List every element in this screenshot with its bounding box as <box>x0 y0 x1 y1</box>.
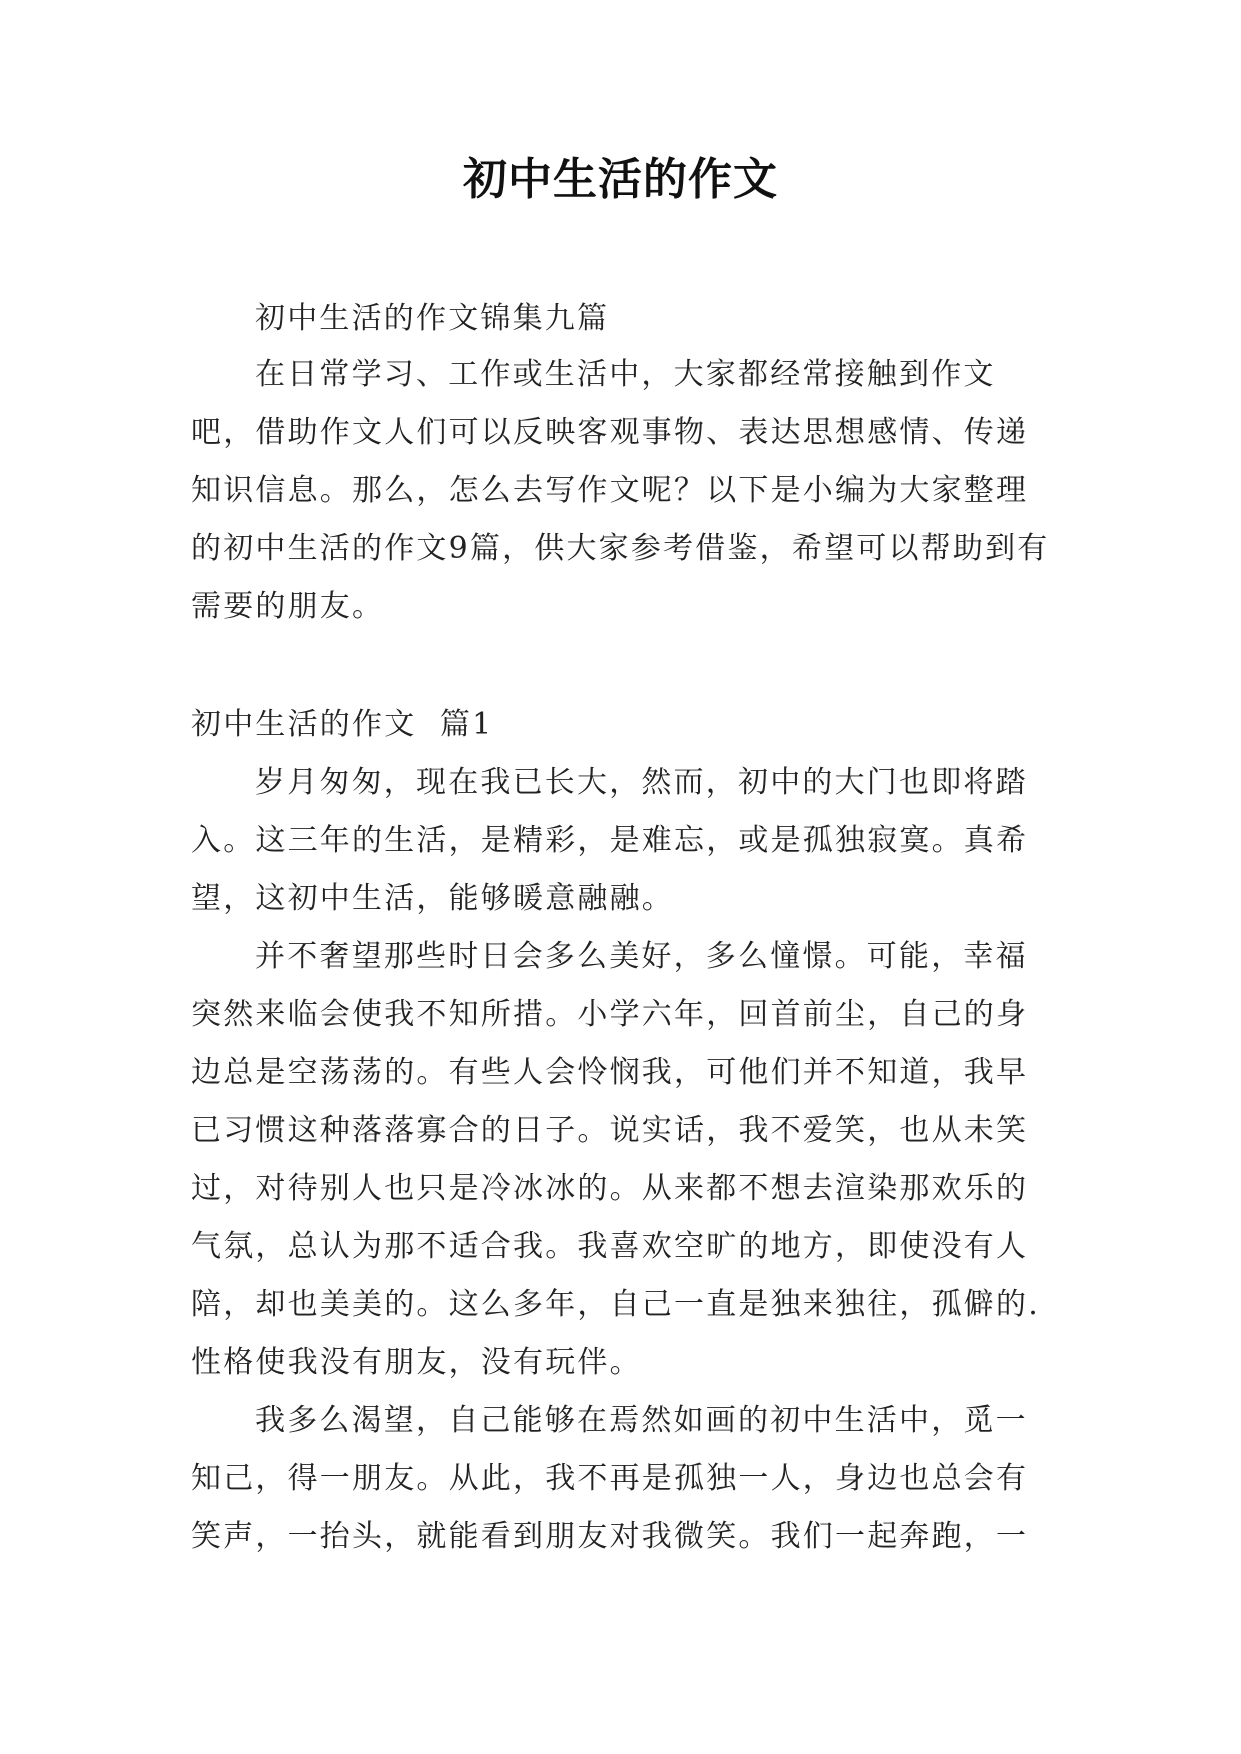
page-title: 初中生活的作文 <box>463 154 778 205</box>
intro-paragraph: 在日常学习、工作或生活中，大家都经常接触到作文吧，借助作文人们可以反映客观事物、表达思想感情、传递知识信息。那么，怎么去写作文呢？以下是小编为大家整理的初中生活的作文9篇，供大家参考借鉴，希望可以帮助到有需要的朋友。 <box>191 357 1050 624</box>
section-heading: 初中生活的作文 篇1 <box>191 707 494 742</box>
article-paragraph: 我多么渴望，自己能够在焉然如画的初中生活中，觅一知己，得一朋友。从此，我不再是孤独一人，身边也总会有笑声，一抬头，就能看到朋友对我微笑。我们一起奔跑，一 <box>191 1403 1029 1554</box>
intro-block <box>191 346 1051 636</box>
article-paragraph: 岁月匆匆，现在我已长大，然而，初中的大门也即将踏入。这三年的生活，是精彩，是难忘，或是孤独寂寞。真希望，这初中生活，能够暖意融融。 <box>191 765 1029 916</box>
article-paragraph: 并不奢望那些时日会多么美好，多么憧憬。可能，幸福突然来临会使我不知所措。小学六年，回首前尘，自己的身边总是空荡荡的。有些人会怜悯我，可他们并不知道，我早已习惯这种落落寡合的日子。说实话，我不爱笑，也从未笑过，对待别人也只是冷冰冰的。从来都不想去渲染那欢乐的气氛，总认为那不适合我。我喜欢空旷的地方，即使没有人陪，却也美美的。这么多年，自己一直是独来独往，孤僻的.性格使我没有朋友，没有玩伴。 <box>191 939 1040 1380</box>
article-body <box>191 754 1051 1566</box>
collection-subtitle: 初中生活的作文锦集九篇 <box>255 301 610 336</box>
